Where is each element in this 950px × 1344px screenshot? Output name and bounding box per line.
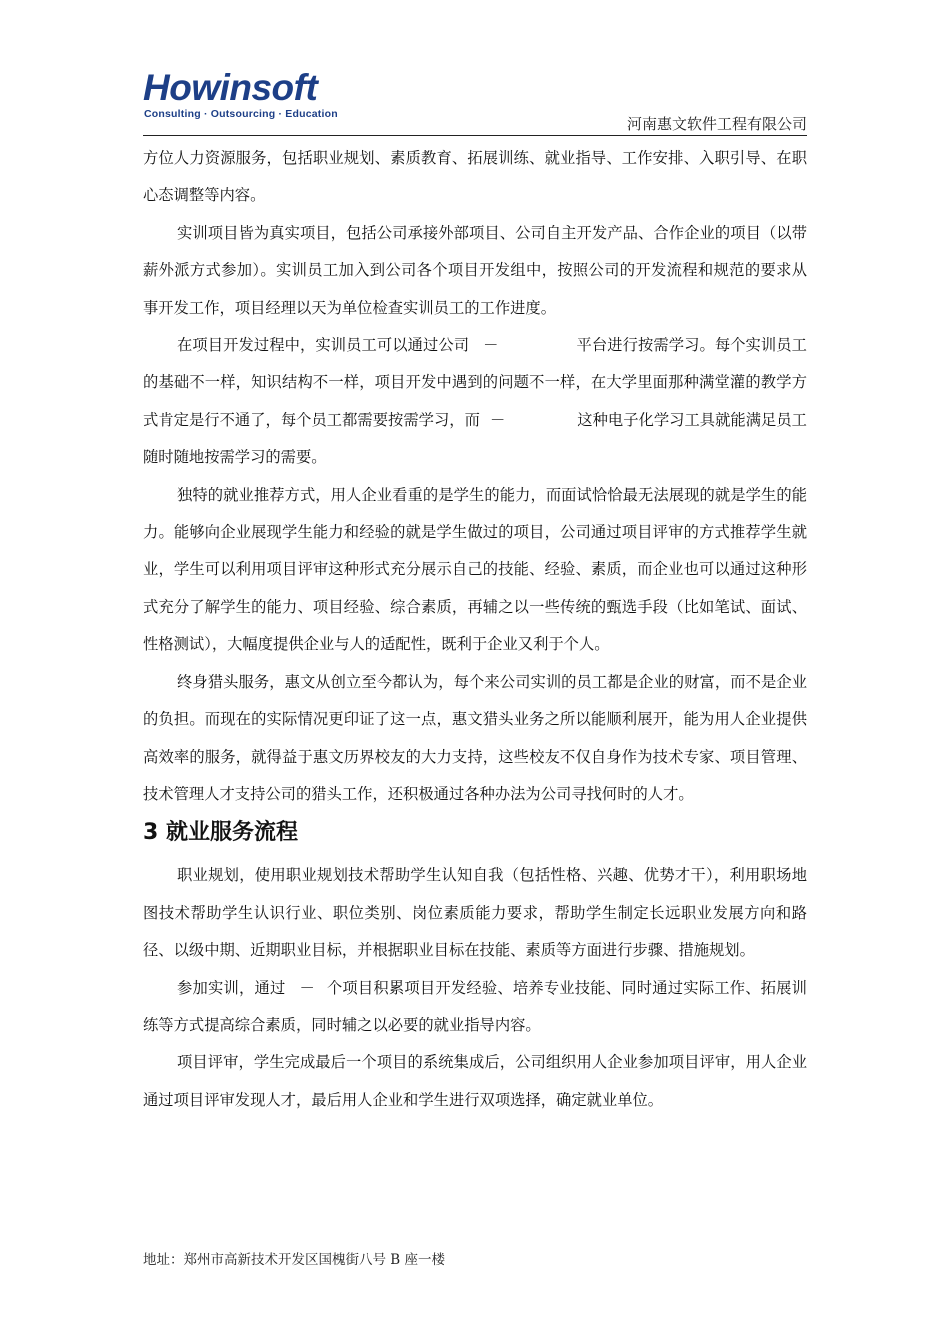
logo-wordmark: Howinsoft: [143, 67, 318, 108]
paragraph-elearning: [143, 327, 807, 477]
page-header: [143, 66, 807, 136]
paragraph-training-part2: 个项目积累项目开发经验、培养专业技能、同时通过实际工作、拓展训练等方式提高综合素质，同时辅之以必要的就业指导内容。: [143, 978, 807, 1034]
paragraph-training-projects: 实训项目皆为真实项目，包括公司承接外部项目、公司自主开发产品、合作企业的项目（以带薪外派方式参加）。实训员工加入到公司各个项目开发组中，按照公司的开发流程和规范的要求从事开发工作，项目经理以天为单位检查实训员工的工作进度。: [143, 223, 807, 317]
dash-glyph: －: [483, 336, 499, 355]
paragraph-elearning-part1: 在项目开发过程中，实训员工可以通过公司: [177, 336, 470, 355]
section-heading: 3 就业服务流程: [143, 820, 298, 846]
paragraph-job-recommendation: 独特的就业推荐方式，用人企业看重的是学生的能力，而面试恰恰最无法展现的就是学生的能力。能够向企业展现学生能力和经验的就是学生做过的项目，公司通过项目评审的方式推荐学生就业，学生可以利用项目评审这种形式充分展示自己的技能、经验、素质，而企业也可以通过这种形式充分了解学生的能力、项目经验、综合素质，再辅之以一些传统的甄选手段（比如笔试、面试、性格测试），大幅度提供企业与人的适配性，既利于企业又利于个人。: [143, 485, 807, 654]
paragraph-training-part1: 参加实训，通过: [177, 978, 286, 997]
header-rule: [143, 135, 807, 136]
page-footer-address: 地址：郑州市高新技术开发区国槐街八号 B 座一楼: [143, 1252, 446, 1268]
paragraph-elearning-part3: 这种电子化学习工具就能满足员工随时随地按需学习的需要。: [143, 410, 807, 467]
paragraph-career-planning: 职业规划，使用职业规划技术帮助学生认知自我（包括性格、兴趣、优势才干），利用职场地图技术帮助学生认识行业、职位类别、岗位素质能力要求，帮助学生制定长远职业发展方向和路径、以级中期、近期职业目标，并根据职业目标在技能、素质等方面进行步骤、措施规划。: [143, 866, 807, 960]
dash-glyph: －: [489, 410, 506, 429]
paragraph-project-review: 项目评审，学生完成最后一个项目的系统集成后，公司组织用人企业参加项目评审，用人企业通过项目评审发现人才，最后用人企业和学生进行双项选择，确定就业单位。: [143, 1053, 807, 1109]
document-body: [143, 140, 807, 1119]
paragraph-continued: 方位人力资源服务，包括职业规划、素质教育、拓展训练、就业指导、工作安排、入职引导、在职心态调整等内容。: [143, 149, 807, 205]
company-name: 河南惠文软件工程有限公司: [626, 115, 807, 133]
dash-glyph: －: [299, 978, 315, 997]
logo-tagline: Consulting · Outsourcing · Education: [144, 108, 338, 120]
paragraph-training: [143, 970, 807, 1045]
paragraph-elearning-part2: 平台进行按需学习。每个实训员工的基础不一样，知识结构不一样，项目开发中遇到的问题不一样，在大学里面那种满堂灌的教学方式肯定是行不通了，每个员工都需要按需学习，而: [143, 336, 807, 429]
paragraph-headhunting: 终身猎头服务，惠文从创立至今都认为，每个来公司实训的员工都是企业的财富，而不是企业的负担。而现在的实际情况更印证了这一点，惠文猎头业务之所以能顺利展开，能为用人企业提供高效率的服务，就得益于惠文历界校友的大力支持，这些校友不仅自身作为技术专家、项目管理、技术管理人才支持公司的猎头工作，还积极通过各种办法为公司寻找何时的人才。: [143, 672, 807, 803]
howinsoft-logo: [143, 66, 343, 126]
